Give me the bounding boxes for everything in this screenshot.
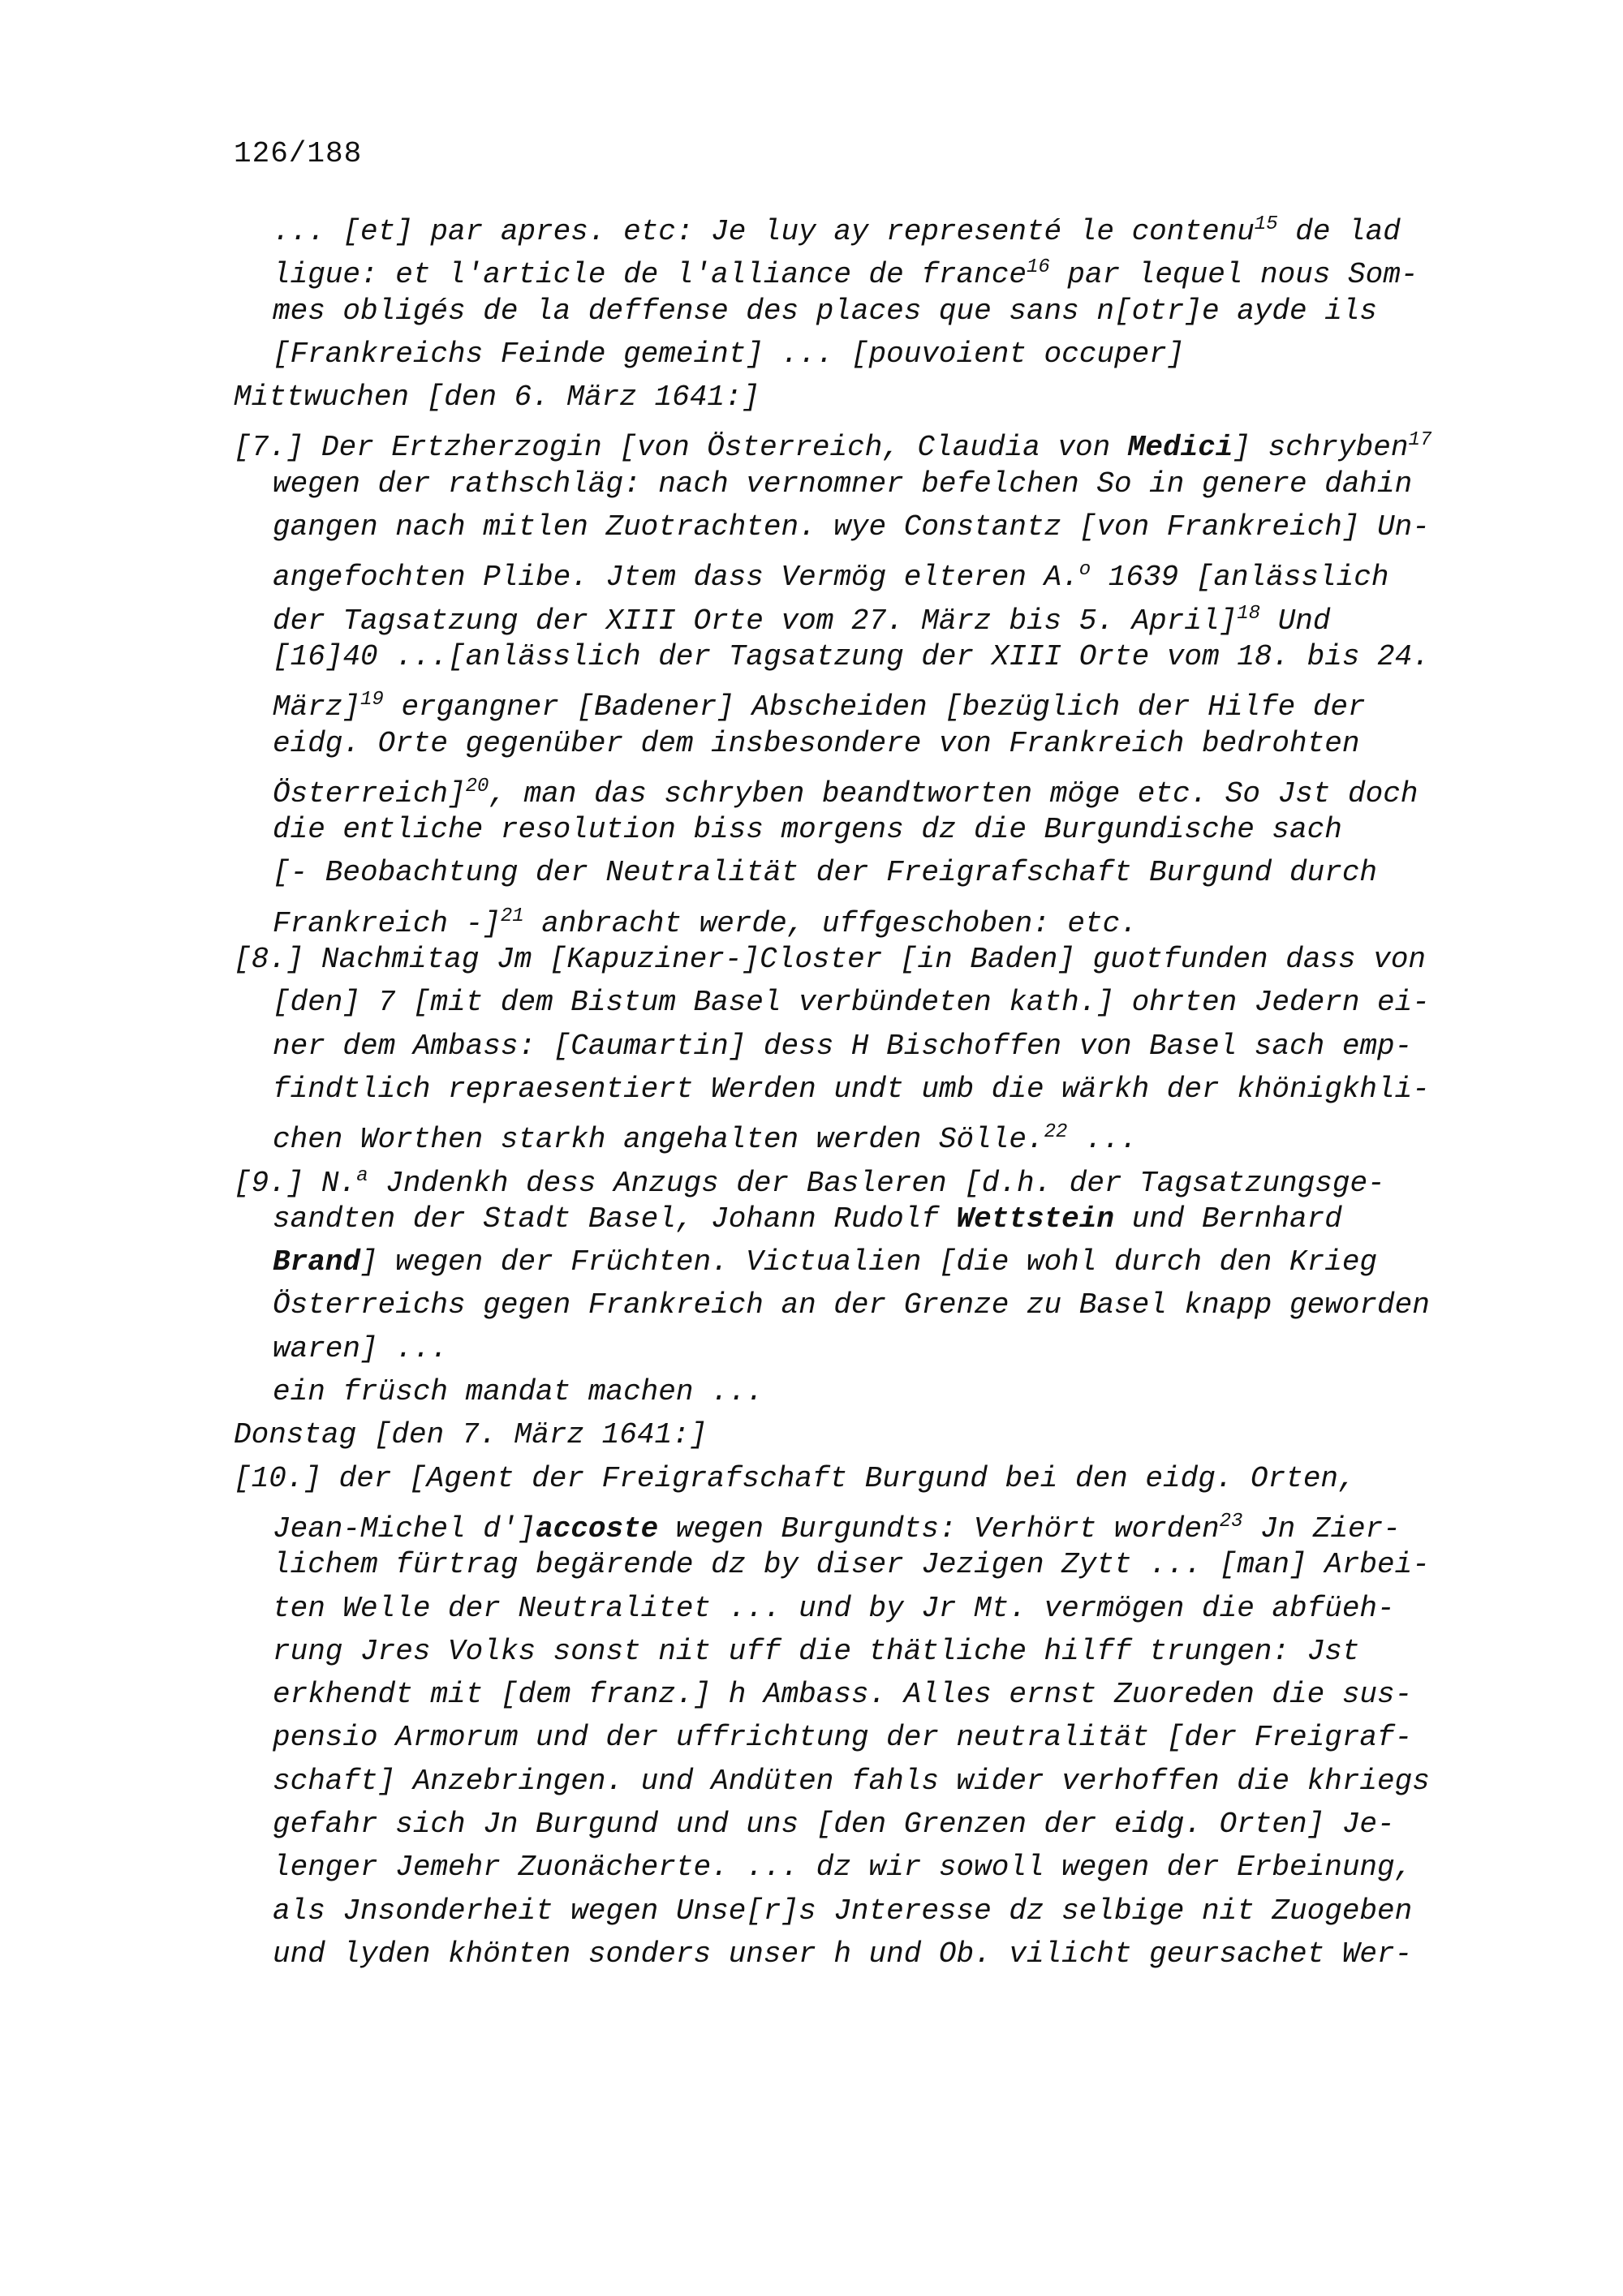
document-text: [234, 203, 1532, 1976]
text-segment: als Jnsonderheit wegen Unse[r]s Jnteresse dz selbige nit Zuogeben: [273, 1894, 1413, 1928]
text-segment: ten Welle der Neutralitet ... und by Jr Mt. vermögen die abfüeh-: [273, 1591, 1395, 1625]
text-line: [234, 1760, 1532, 1803]
text-segment: März]: [273, 690, 361, 724]
text-segment: [8.] Nachmitag Jm [Kapuziner-]Closter [in Baden] guotfunden dass von: [234, 943, 1427, 977]
text-segment: ...: [1067, 1123, 1138, 1157]
text-segment: Jndenkh dess Anzugs der Basleren [d.h. der Tagsatzungsge-: [368, 1166, 1385, 1200]
text-segment: Österreich]: [273, 776, 466, 810]
text-segment: Jn Zier-: [1242, 1511, 1401, 1546]
footnote-marker: a: [356, 1164, 368, 1187]
text-line: [234, 246, 1532, 292]
text-line: [234, 1543, 1532, 1586]
emphasized-name: Wettstein: [956, 1202, 1114, 1236]
page-number: 126/188: [234, 137, 363, 170]
text-segment: der Tagsatzung der XIII Orte vom 27. März bis 5. April]: [273, 604, 1238, 638]
text-segment: gangen nach mitlen Zuotrachten. wye Constantz [von Frankreich] Un-: [273, 510, 1430, 544]
text-segment: anbracht werde, uffgeschoben: etc.: [523, 906, 1138, 940]
text-segment: und Bernhard: [1113, 1202, 1342, 1236]
text-segment: schaft] Anzebringen. und Andüten fahls wider verhoffen die khriegs: [273, 1764, 1430, 1798]
text-line: [234, 592, 1532, 638]
text-line: [234, 1587, 1532, 1630]
text-segment: ergangner [Badener] Abscheiden [bezüglich der Hilfe der: [383, 690, 1366, 724]
text-segment: , man das schryben beandtworten möge etc. So Jst doch: [489, 776, 1419, 810]
text-line: [234, 419, 1532, 465]
text-line: [234, 851, 1532, 894]
text-line: [234, 1197, 1532, 1240]
text-segment: findtlich repraesentiert Werden undt umb die wärkh der khönigkhli-: [273, 1072, 1430, 1106]
text-line: [234, 203, 1532, 246]
text-segment: mes obligés de la deffense des places que sans n[otr]e ayde ils: [273, 294, 1378, 328]
text-line: [234, 333, 1532, 376]
footnote-marker: 17: [1408, 429, 1432, 452]
text-line: [234, 1413, 1532, 1456]
text-line: [234, 1500, 1532, 1546]
text-line: [234, 1283, 1532, 1326]
text-line: [234, 505, 1532, 548]
text-segment: ] schryben: [1233, 431, 1409, 465]
text-line: [234, 722, 1532, 765]
text-line: [234, 1846, 1532, 1889]
emphasized-name: accoste: [536, 1511, 659, 1546]
footnote-marker: 18: [1237, 602, 1261, 625]
text-segment: chen Worthen starkh angehalten werden Sölle.: [273, 1123, 1044, 1157]
text-segment: sandten der Stadt Basel, Johann Rudolf: [273, 1202, 957, 1236]
text-line: [234, 376, 1532, 419]
text-line: [234, 1240, 1532, 1283]
text-segment: [7.] Der Ertzherzogin [von Österreich, Claudia von: [234, 431, 1128, 465]
footnote-marker: o: [1078, 559, 1091, 582]
text-line: [234, 462, 1532, 505]
text-segment: [- Beobachtung der Neutralität der Freigrafschaft Burgund durch: [273, 856, 1378, 890]
text-segment: [10.] der [Agent der Freigrafschaft Burgund bei den eidg. Orten,: [234, 1461, 1356, 1495]
text-segment: Österreichs gegen Frankreich an der Grenze zu Basel knapp geworden: [273, 1288, 1430, 1322]
emphasized-name: Brand: [273, 1245, 361, 1279]
text-segment: lenger Jemehr Zuonächerte. ... dz wir sowoll wegen der Erbeinung,: [273, 1851, 1413, 1885]
text-line: [234, 1673, 1532, 1716]
text-segment: die entliche resolution biss morgens dz die Burgundische sach: [273, 813, 1342, 847]
text-line: [234, 938, 1532, 981]
text-segment: pensio Armorum und der uffrichtung der neutralität [der Freigraf-: [273, 1721, 1413, 1755]
text-segment: de lad: [1277, 215, 1401, 248]
text-segment: lichem fürtrag begärende dz by diser Jezigen Zytt ... [man] Arbei-: [273, 1548, 1430, 1582]
footnote-marker: 23: [1219, 1510, 1243, 1533]
text-line: [234, 1933, 1532, 1976]
text-line: [234, 1716, 1532, 1759]
text-line: [234, 1154, 1532, 1200]
text-line: [234, 1111, 1532, 1157]
text-line: [234, 1327, 1532, 1370]
footnote-marker: 21: [500, 905, 524, 927]
text-line: [234, 548, 1532, 595]
text-segment: ligue: et l'article de l'alliance de france: [273, 258, 1027, 292]
footnote-marker: 15: [1254, 213, 1278, 235]
text-segment: waren] ...: [273, 1331, 449, 1365]
text-segment: Jean-Michel d']: [273, 1511, 536, 1546]
text-line: [234, 895, 1532, 938]
text-segment: [9.] N.: [234, 1166, 357, 1200]
text-line: [234, 1025, 1532, 1068]
text-line: [234, 808, 1532, 851]
text-segment: Und: [1260, 604, 1331, 638]
text-line: [234, 678, 1532, 724]
text-line: [234, 1890, 1532, 1933]
text-segment: angefochten Plibe. Jtem dass Vermög elteren A.: [273, 561, 1079, 595]
text-line: [234, 765, 1532, 808]
text-segment: Mittwuchen [den 6. März 1641:]: [234, 381, 760, 415]
text-segment: [Frankreichs Feinde gemeint] ... [pouvoient occuper]: [273, 337, 1185, 371]
text-segment: erkhendt mit [dem franz.] h Ambass. Alles ernst Zuoreden die sus-: [273, 1678, 1413, 1712]
text-line: [234, 1370, 1532, 1413]
text-segment: ] wegen der Früchten. Victualien [die wohl durch den Krieg: [360, 1245, 1378, 1279]
text-segment: 1639 [anlässlich: [1091, 561, 1389, 595]
text-segment: ner dem Ambass: [Caumartin] dess H Bischoffen von Basel sach emp-: [273, 1029, 1413, 1063]
text-segment: Donstag [den 7. März 1641:]: [234, 1418, 708, 1452]
footnote-marker: 19: [360, 689, 384, 712]
text-line: [234, 1803, 1532, 1846]
text-segment: und lyden khönten sonders unser h und Ob. vilicht geursachet Wer-: [273, 1937, 1413, 1971]
text-line: [234, 1068, 1532, 1111]
text-segment: rung Jres Volks sonst nit uff die thätliche hilff trungen: Jst: [273, 1634, 1360, 1668]
text-segment: eidg. Orte gegenüber dem insbesondere von Frankreich bedrohten: [273, 726, 1360, 760]
emphasized-name: Medici: [1127, 431, 1233, 465]
text-segment: gefahr sich Jn Burgund und uns [den Grenzen der eidg. Orten] Je-: [273, 1807, 1395, 1841]
text-line: [234, 1457, 1532, 1500]
text-line: [234, 290, 1532, 333]
text-segment: wegen der rathschläg: nach vernomner befelchen So in genere dahin: [273, 467, 1413, 501]
text-segment: ein früsch mandat machen ...: [273, 1375, 764, 1409]
text-segment: [16]40 ...[anlässlich der Tagsatzung der XIII Orte vom 18. bis 24.: [273, 639, 1430, 673]
text-segment: ... [et] par apres. etc: Je luy ay representé le contenu: [273, 215, 1255, 248]
text-segment: [den] 7 [mit dem Bistum Basel verbündeten kath.] ohrten Jedern ei-: [273, 986, 1430, 1020]
footnote-marker: 16: [1026, 256, 1050, 279]
text-line: [234, 981, 1532, 1024]
text-segment: par lequel nous Som-: [1049, 258, 1419, 292]
footnote-marker: 20: [465, 775, 489, 798]
text-segment: Frankreich -]: [273, 906, 501, 940]
text-segment: wegen Burgundts: Verhört worden: [658, 1511, 1220, 1546]
text-line: [234, 1630, 1532, 1673]
text-line: [234, 635, 1532, 678]
footnote-marker: 22: [1044, 1121, 1068, 1144]
